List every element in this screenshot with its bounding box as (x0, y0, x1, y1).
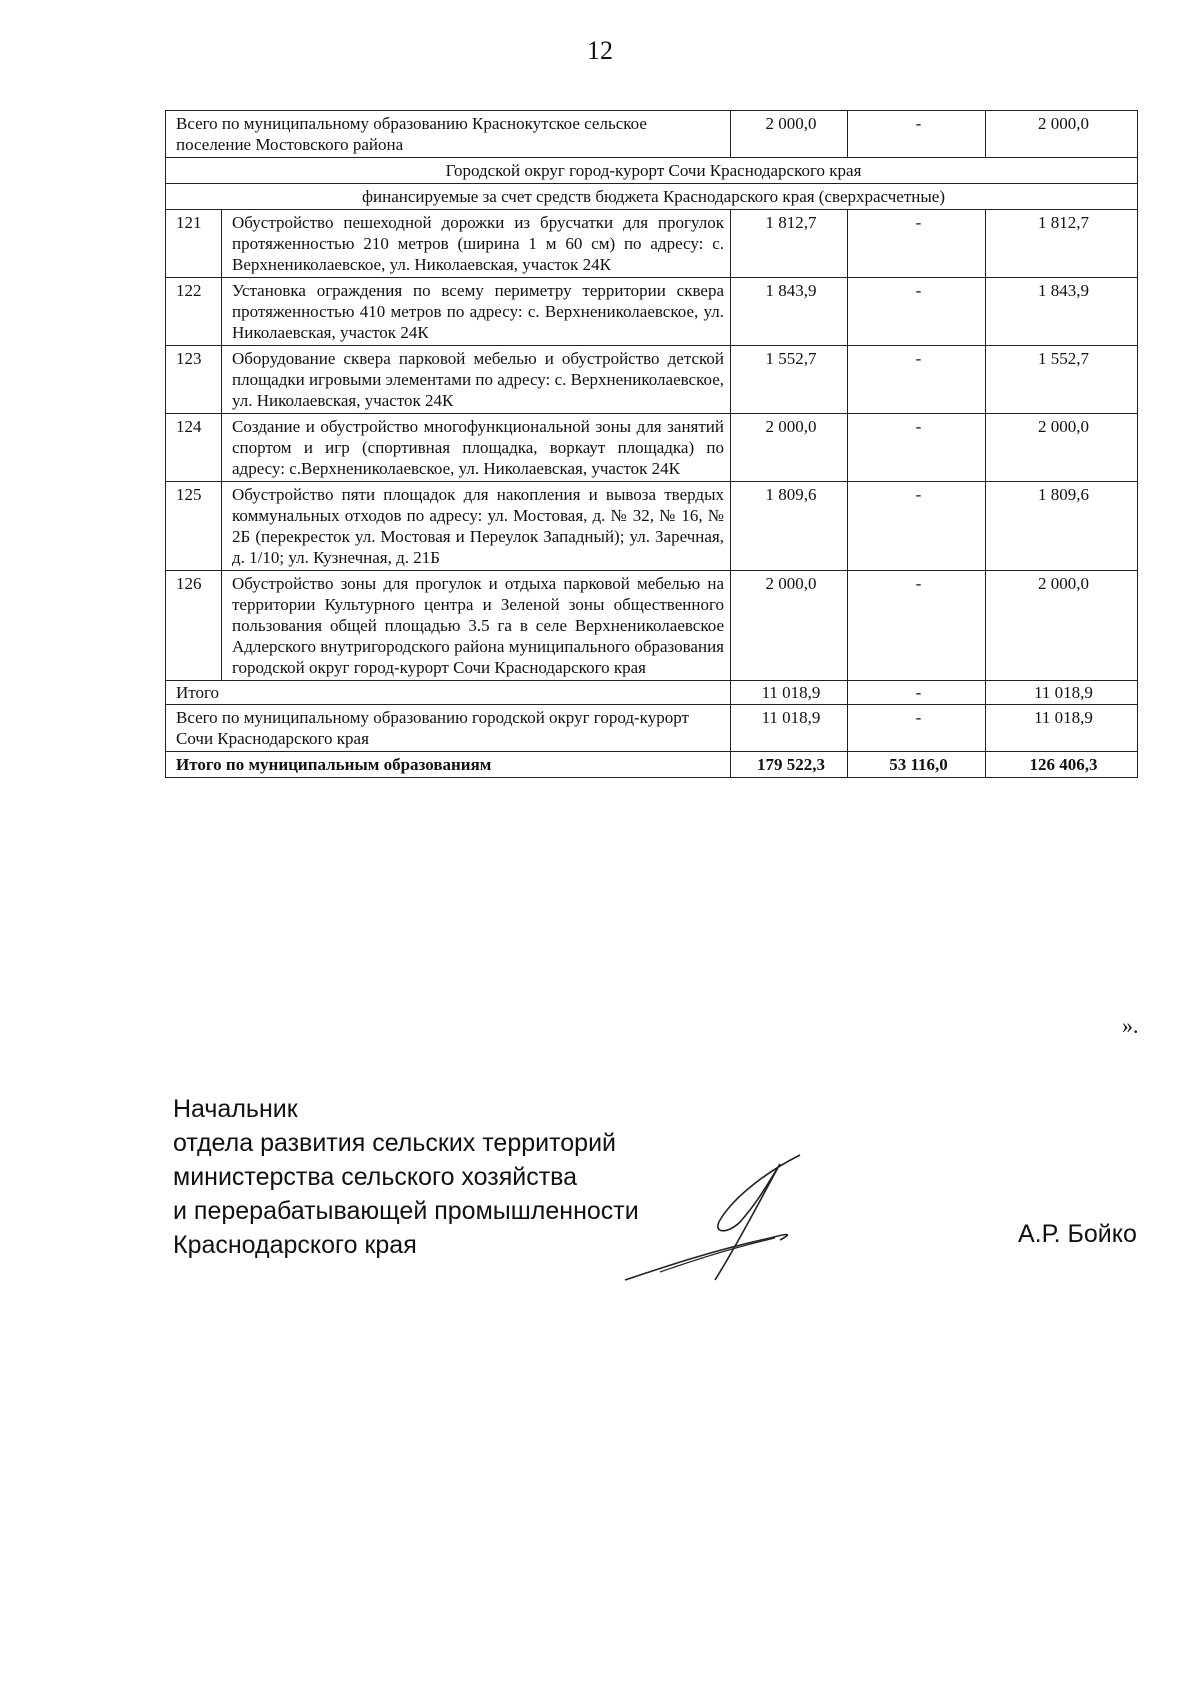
table-row (166, 571, 1138, 681)
signature-block (173, 1092, 639, 1262)
handwritten-signature (620, 1150, 860, 1300)
signer-title-line: министерства сельского хозяйства (173, 1163, 578, 1191)
row-v1: 1 809,6 (731, 482, 848, 571)
page-number: 12 (587, 36, 613, 65)
table-row (166, 210, 1138, 278)
table-row (166, 278, 1138, 346)
sochi-total-v2: - (848, 705, 986, 752)
row-description: Обустройство пяти площадок для накопления и вывоза твердых коммунальных отходов по адресу: ул. Мостовая, д. № 32, № 16, № 2Б (перекресток ул. Мостовая и Переулок Западный); ул. Заречная, д. 1/10; ул. Кузнечная, д. 21Б (222, 482, 731, 571)
row-index: 123 (166, 346, 222, 414)
sochi-total-v3: 11 018,9 (986, 705, 1138, 752)
row-index: 126 (166, 571, 222, 681)
top-total-row (166, 111, 1138, 158)
table-row (166, 414, 1138, 482)
top-total-v3: 2 000,0 (986, 111, 1138, 158)
itogo-row (166, 681, 1138, 705)
sochi-total-v1: 11 018,9 (731, 705, 848, 752)
row-v3: 1 552,7 (986, 346, 1138, 414)
grand-total-v1: 179 522,3 (731, 752, 848, 778)
row-v1: 2 000,0 (731, 414, 848, 482)
subsection-heading: финансируемые за счет средств бюджета Краснодарского края (сверхрасчетные) (166, 184, 1138, 210)
row-v3: 1 843,9 (986, 278, 1138, 346)
table-row (166, 346, 1138, 414)
signer-name: А.Р. Бойко (1018, 1220, 1137, 1248)
row-v3: 2 000,0 (986, 414, 1138, 482)
row-v1: 1 552,7 (731, 346, 848, 414)
row-v1: 2 000,0 (731, 571, 848, 681)
subsection-heading-row (166, 184, 1138, 210)
row-description: Оборудование сквера парковой мебелью и обустройство детской площадки игровыми элементами по адресу: с. Верхнениколаевское, ул. Николаевская, участок 24К (222, 346, 731, 414)
top-total-v1: 2 000,0 (731, 111, 848, 158)
sochi-total-row (166, 705, 1138, 752)
budget-table (165, 110, 1138, 778)
section-heading: Городской округ город-курорт Сочи Краснодарского края (166, 158, 1138, 184)
row-index: 121 (166, 210, 222, 278)
signer-title-line: Начальник (173, 1095, 298, 1123)
row-description: Создание и обустройство многофункциональной зоны для занятий спортом и игр (спортивная площадка, воркаут площадка) по адресу: с.Верхнениколаевское, ул. Николаевская, участок 24К (222, 414, 731, 482)
row-v1: 1 843,9 (731, 278, 848, 346)
row-index: 122 (166, 278, 222, 346)
row-index: 125 (166, 482, 222, 571)
table-row (166, 482, 1138, 571)
signer-title-line: и перерабатывающей промышленности (173, 1197, 639, 1225)
top-total-v2: - (848, 111, 986, 158)
grand-total-row (166, 752, 1138, 778)
row-v1: 1 812,7 (731, 210, 848, 278)
itogo-v1: 11 018,9 (731, 681, 848, 705)
sochi-total-label: Всего по муниципальному образованию городской округ город-курорт Сочи Краснодарского края (166, 705, 731, 752)
signer-title-line: Краснодарского края (173, 1231, 417, 1259)
closing-quote-mark: ». (1122, 1013, 1139, 1038)
row-v3: 1 812,7 (986, 210, 1138, 278)
row-description: Установка ограждения по всему периметру территории сквера протяженностью 410 метров по адресу: с. Верхнениколаевское, ул. Николаевская, участок 24К (222, 278, 731, 346)
row-v2: - (848, 571, 986, 681)
row-v3: 1 809,6 (986, 482, 1138, 571)
row-v2: - (848, 482, 986, 571)
signer-title-line: отдела развития сельских территорий (173, 1129, 616, 1157)
itogo-v3: 11 018,9 (986, 681, 1138, 705)
row-description: Обустройство пешеходной дорожки из брусчатки для прогулок протяженностью 210 метров (ширина 1 м 60 см) по адресу: с. Верхнениколаевское, ул. Николаевская, участок 24К (222, 210, 731, 278)
row-v3: 2 000,0 (986, 571, 1138, 681)
itogo-v2: - (848, 681, 986, 705)
section-heading-row (166, 158, 1138, 184)
row-v2: - (848, 346, 986, 414)
top-total-label: Всего по муниципальному образованию Краснокутское сельское поселение Мостовского района (166, 111, 731, 158)
itogo-label: Итого (166, 681, 731, 705)
row-description: Обустройство зоны для прогулок и отдыха парковой мебелью на территории Культурного центра и Зеленой зоны общественного пользования общей площадью 3.5 га в селе Верхнениколаевское Адлерского внутригородского района муниципального образования городской округ город-курорт Сочи Краснодарского края (222, 571, 731, 681)
row-v2: - (848, 210, 986, 278)
row-v2: - (848, 278, 986, 346)
grand-total-label: Итого по муниципальным образованиям (166, 752, 731, 778)
grand-total-v2: 53 116,0 (848, 752, 986, 778)
row-v2: - (848, 414, 986, 482)
row-index: 124 (166, 414, 222, 482)
grand-total-v3: 126 406,3 (986, 752, 1138, 778)
